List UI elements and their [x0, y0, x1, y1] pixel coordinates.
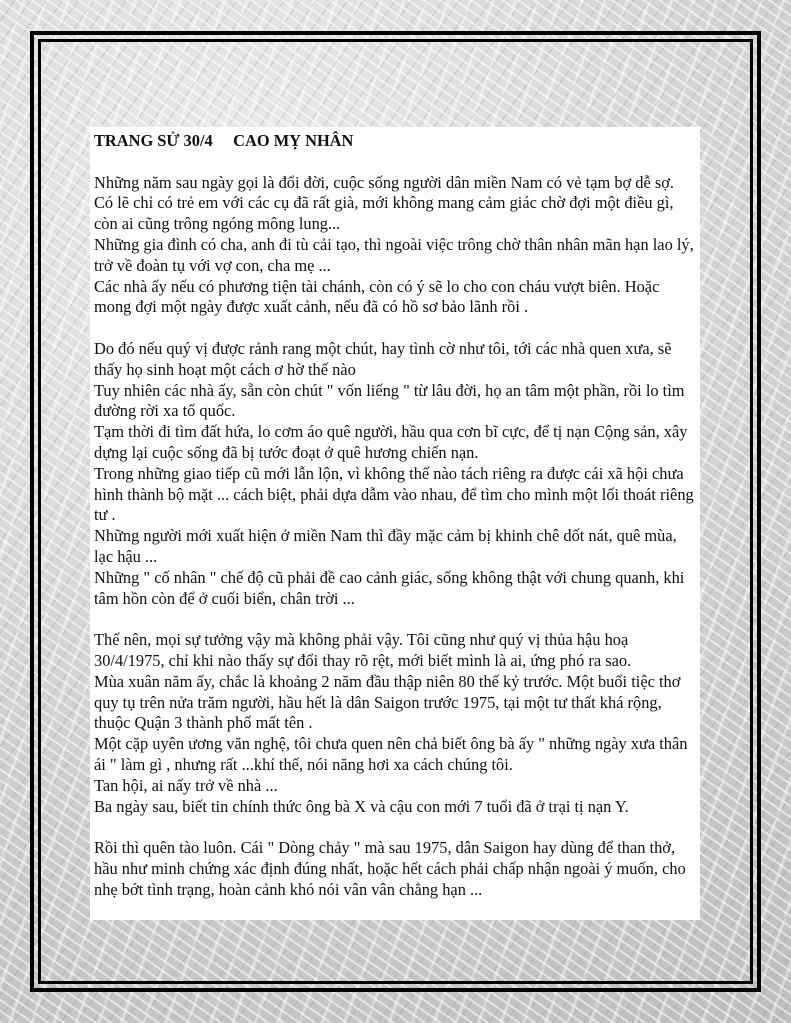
paragraph: Ba ngày sau, biết tin chính thức ông bà X và cậu con mới 7 tuổi đã ở trại tị nạn Y.	[94, 796, 629, 816]
document-page	[90, 127, 700, 920]
paragraph: Trong những giao tiếp cũ mới lẫn lộn, vì không thể nào tách riêng ra được cái xã hội chưa hình thành bộ mặt ... cách biệt, phải dựa dẫm vào nhau, để tìm cho mình một lối thoát riêng tư .	[94, 463, 694, 525]
paragraph: Những " cố nhân " chế độ cũ phải đề cao cảnh giác, sống không thật với chung quanh, khi tâm hồn còn để ở cuối biển, chân trời ...	[94, 567, 685, 608]
paragraph: Các nhà ấy nếu có phương tiện tài chánh, còn có ý sẽ lo cho con cháu vượt biên. Hoặc mong đợi một ngày được xuất cảnh, nếu đã có hồ sơ bảo lãnh rồi .	[94, 276, 660, 317]
paragraph: Mùa xuân năm ấy, chắc là khoảng 2 năm đầu thập niên 80 thế kỷ trước. Một buổi tiệc thơ quy tụ trên nửa trăm người, hầu hết là dân Saigon trước 1975, tại một tư thất khá rộng, thuộc Quận 3 thành phố mất tên .	[94, 671, 681, 733]
paragraph: Tạm thời đi tìm đất hứa, lo cơm áo quê người, hầu qua cơn bĩ cực, để tị nạn Cộng sản, xây dựng lại cuộc sống đã bị tước đoạt ở quê hương chiến nạn.	[94, 422, 688, 462]
document-title: TRANG SỬ 30/4 CAO MỴ NHÂN	[94, 131, 354, 150]
paragraph: Những gia đình có cha, anh đi tù cải tạo, thì ngoài việc trông chờ thân nhân mãn hạn lao lý, trở về đoàn tụ với vợ con, cha mẹ ...	[94, 234, 694, 275]
paragraph: Do đó nếu quý vị được rảnh rang một chút, hay tình cờ như tôi, tới các nhà quen xưa, sẽ thấy họ sinh hoạt một cách ơ hờ thế nào	[94, 338, 672, 379]
paragraph: Một cặp uyên ương văn nghệ, tôi chưa quen nên chả biết ông bà ấy " những ngày xưa thân ái " làm gì , nhưng rất ...khí thế, nói năng hơi xa cách chúng tôi.	[94, 734, 688, 774]
paragraph: Rồi thì quên tào luôn. Cái " Dòng chảy " mà sau 1975, dân Saigon hay dùng để than thở, hầu như minh chứng xác định đúng nhất, hoặc hết cách phải chấp nhận ngoài ý muốn, cho nhẹ bớt tình trạng, hoàn cảnh khó nói vân vân chẳng hạn ...	[94, 838, 686, 899]
document-body	[94, 173, 696, 901]
paragraph: Tan hội, ai nấy trở về nhà ...	[94, 775, 278, 795]
paragraph-gap	[94, 609, 696, 630]
paragraph: Tuy nhiên các nhà ấy, sẵn còn chút " vốn liếng " từ lâu đời, họ an tâm một phần, rồi lo tìm đường rời xa tổ quốc.	[94, 380, 685, 421]
paragraph: Những năm sau ngày gọi là đổi đời, cuộc sống người dân miền Nam có vẻ tạm bợ dễ sợ. Có lẽ chỉ có trẻ em với các cụ đã rất già, mới không mang cảm giác chờ đợi một điều gì, còn ai cũng trông ngóng mông lung...	[94, 172, 675, 234]
paragraph-gap	[94, 318, 696, 339]
paragraph: Những người mới xuất hiện ở miền Nam thì đầy mặc cảm bị khinh chê dốt nát, quê mùa, lạc hậu ...	[94, 526, 677, 566]
paragraph: Thế nên, mọi sự tưởng vậy mà không phải vậy. Tôi cũng như quý vị thủa hậu hoạ 30/4/1975, chỉ khi nào thấy sự đổi thay rõ rệt, mới biết mình là ai, ứng phó ra sao.	[94, 630, 632, 670]
paragraph-gap	[94, 817, 696, 838]
